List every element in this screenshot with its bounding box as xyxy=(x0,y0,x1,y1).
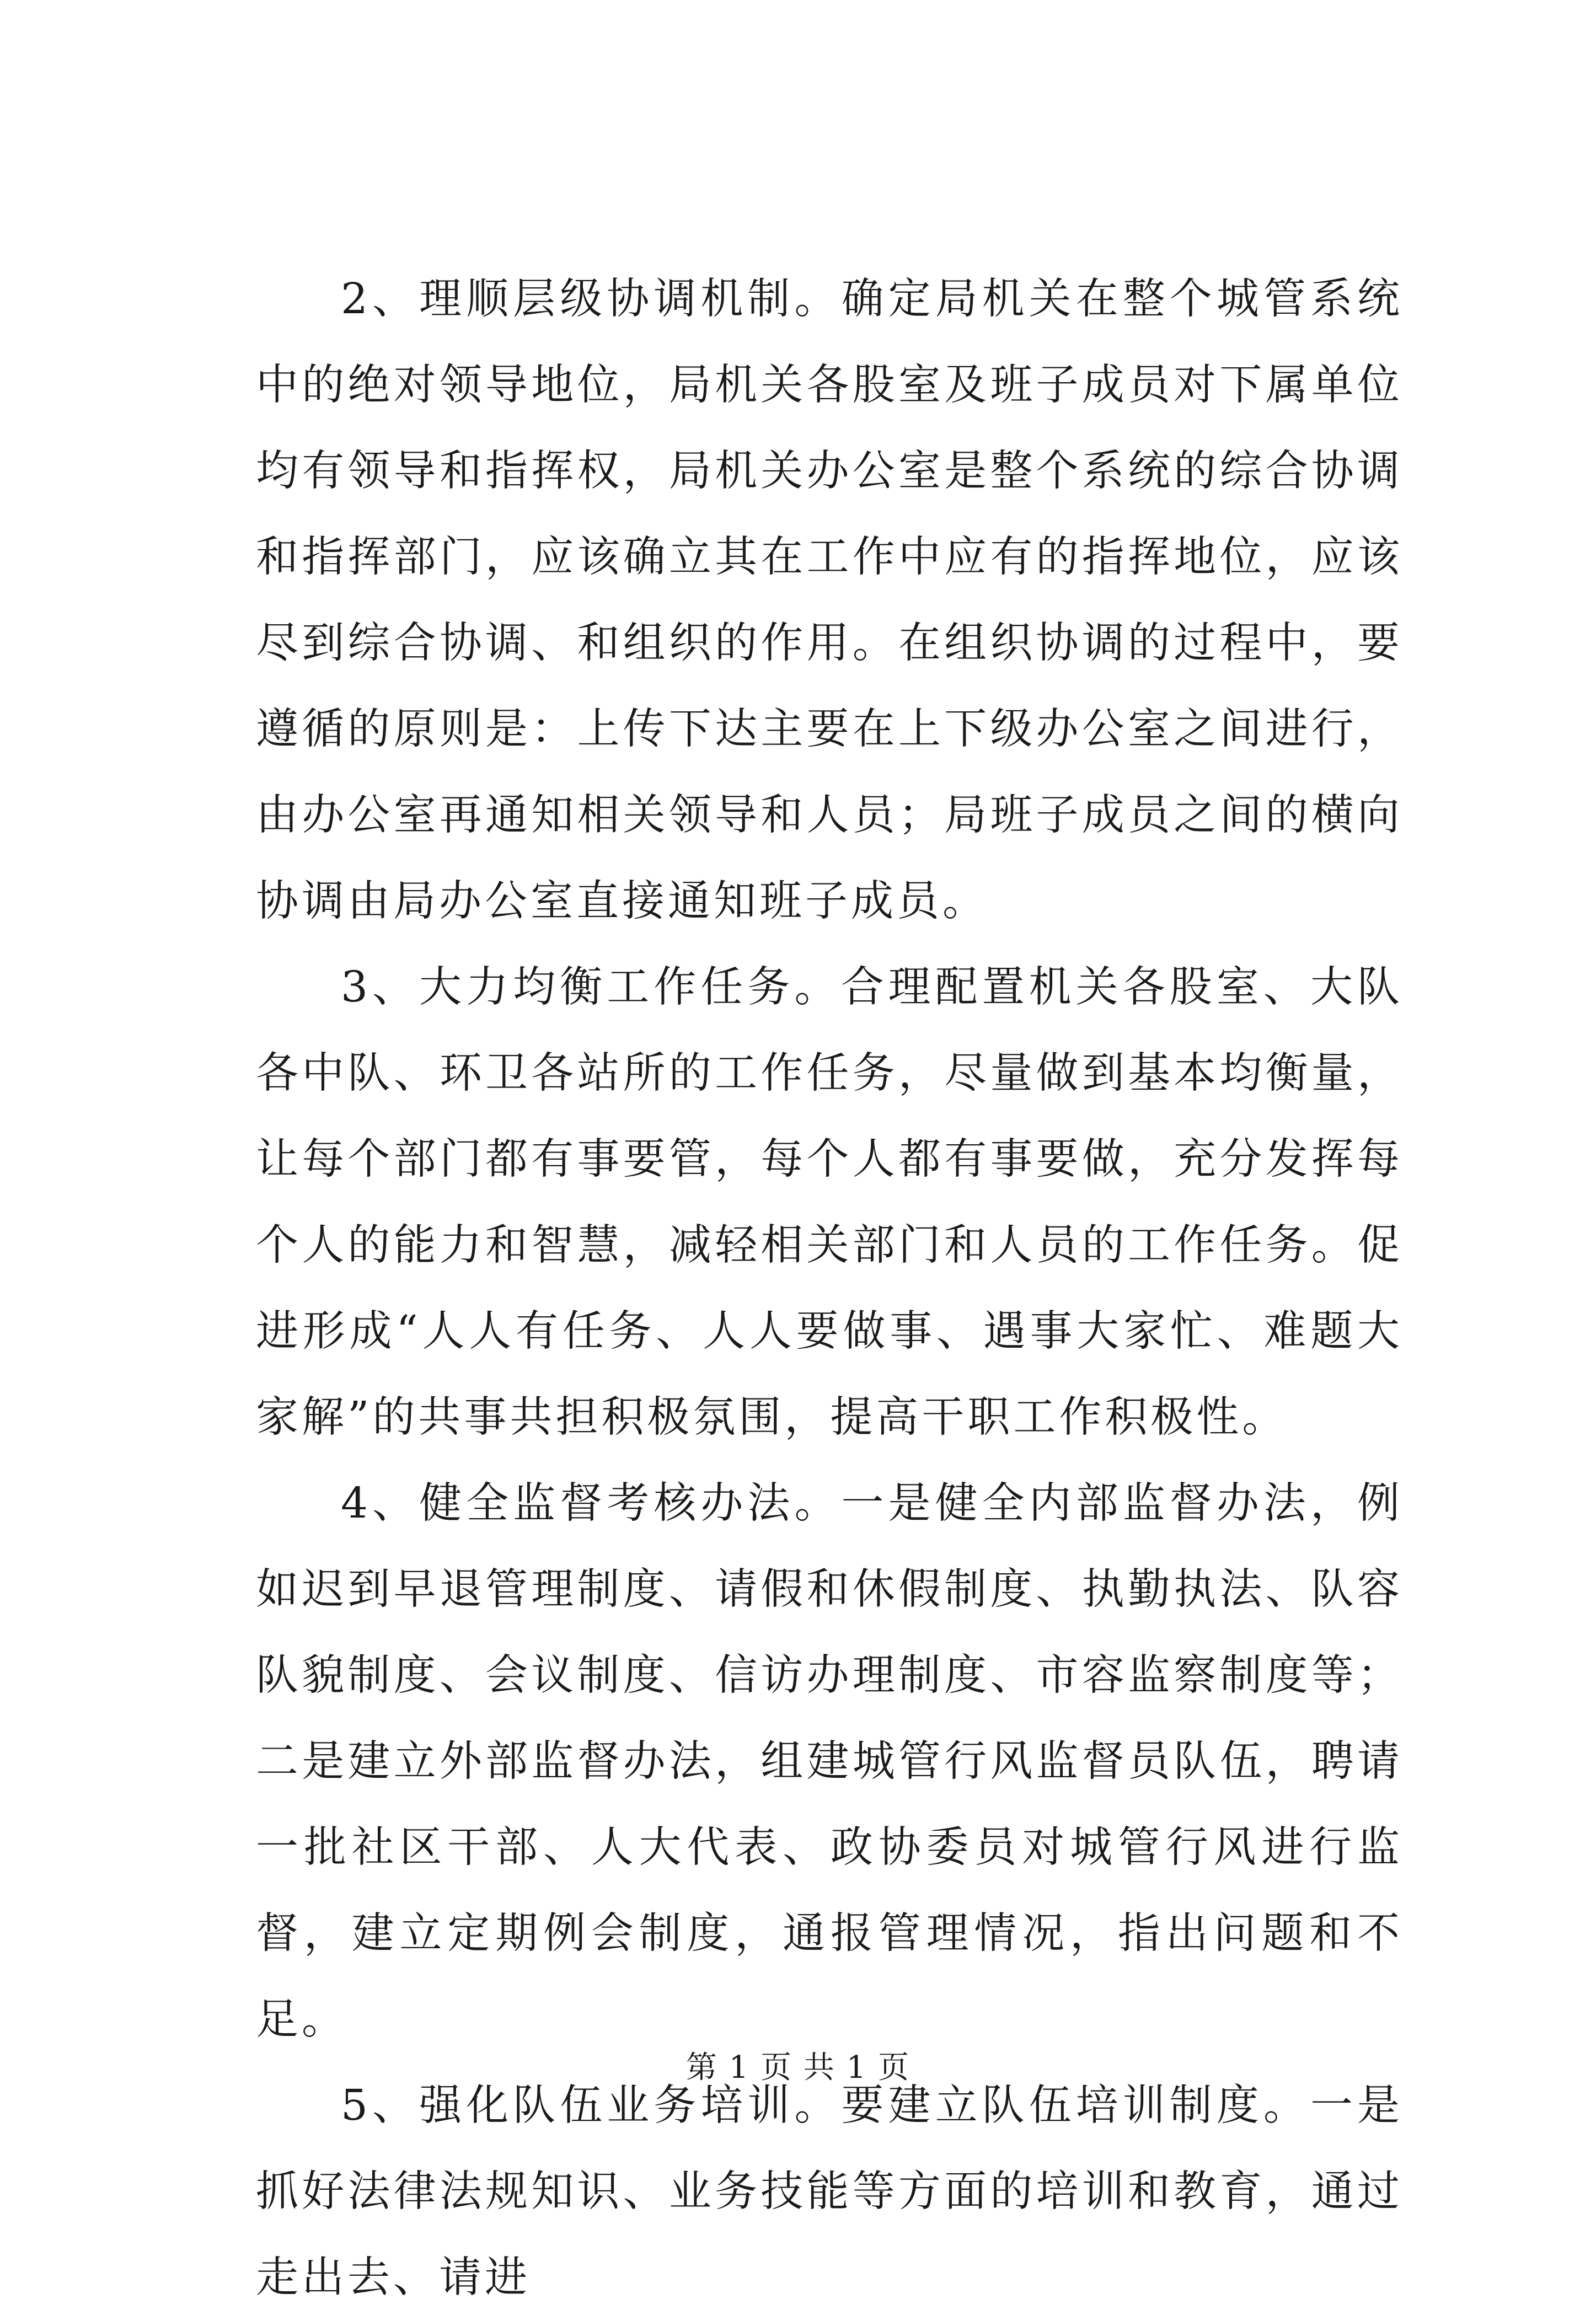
paragraph-2: 2、理顺层级协调机制。确定局机关在整个城管系统中的绝对领导地位，局机关各股室及班子成员对下属单位均有领导和指挥权，局机关办公室是整个系统的综合协调和指挥部门，应该确立其在工作中应有的指挥地位，应该尽到综合协调、和组织的作用。在组织协调的过程中，要遵循的原则是：上传下达主要在上下级办公室之间进行，由办公室再通知相关领导和人员；局班子成员之间的横向协调由局办公室直接通知班子成员。 xyxy=(256,275,1403,926)
paragraph-5: 5、强化队伍业务培训。要建立队伍培训制度。一是抓好法律法规知识、业务技能等方面的培训和教育，通过走出去、请进 xyxy=(256,2081,1403,2302)
page-footer: 第 1 页 共 1 页 xyxy=(685,2050,911,2086)
paragraph-4: 4、健全监督考核办法。一是健全内部监督办法，例如迟到早退管理制度、请假和休假制度、执勤执法、队容队貌制度、会议制度、信访办理制度、市容监察制度等；二是建立外部监督办法，组建城管行风监督员队伍，聘请一批社区干部、人大代表、政协委员对城管行风进行监督，建立定期例会制度，通报管理情况，指出问题和不足。 xyxy=(256,1479,1403,2044)
paragraph-3: 3、大力均衡工作任务。合理配置机关各股室、大队各中队、环卫各站所的工作任务，尽量做到基本均衡量，让每个部门都有事要管，每个人都有事要做，充分发挥每个人的能力和智慧，减轻相关部门和人员的工作任务。促进形成“人人有任务、人人要做事、遇事大家忙、难题大家解”的共事共担积极氛围，提高干职工作积极性。 xyxy=(256,963,1403,1442)
document-body xyxy=(256,256,1403,2321)
